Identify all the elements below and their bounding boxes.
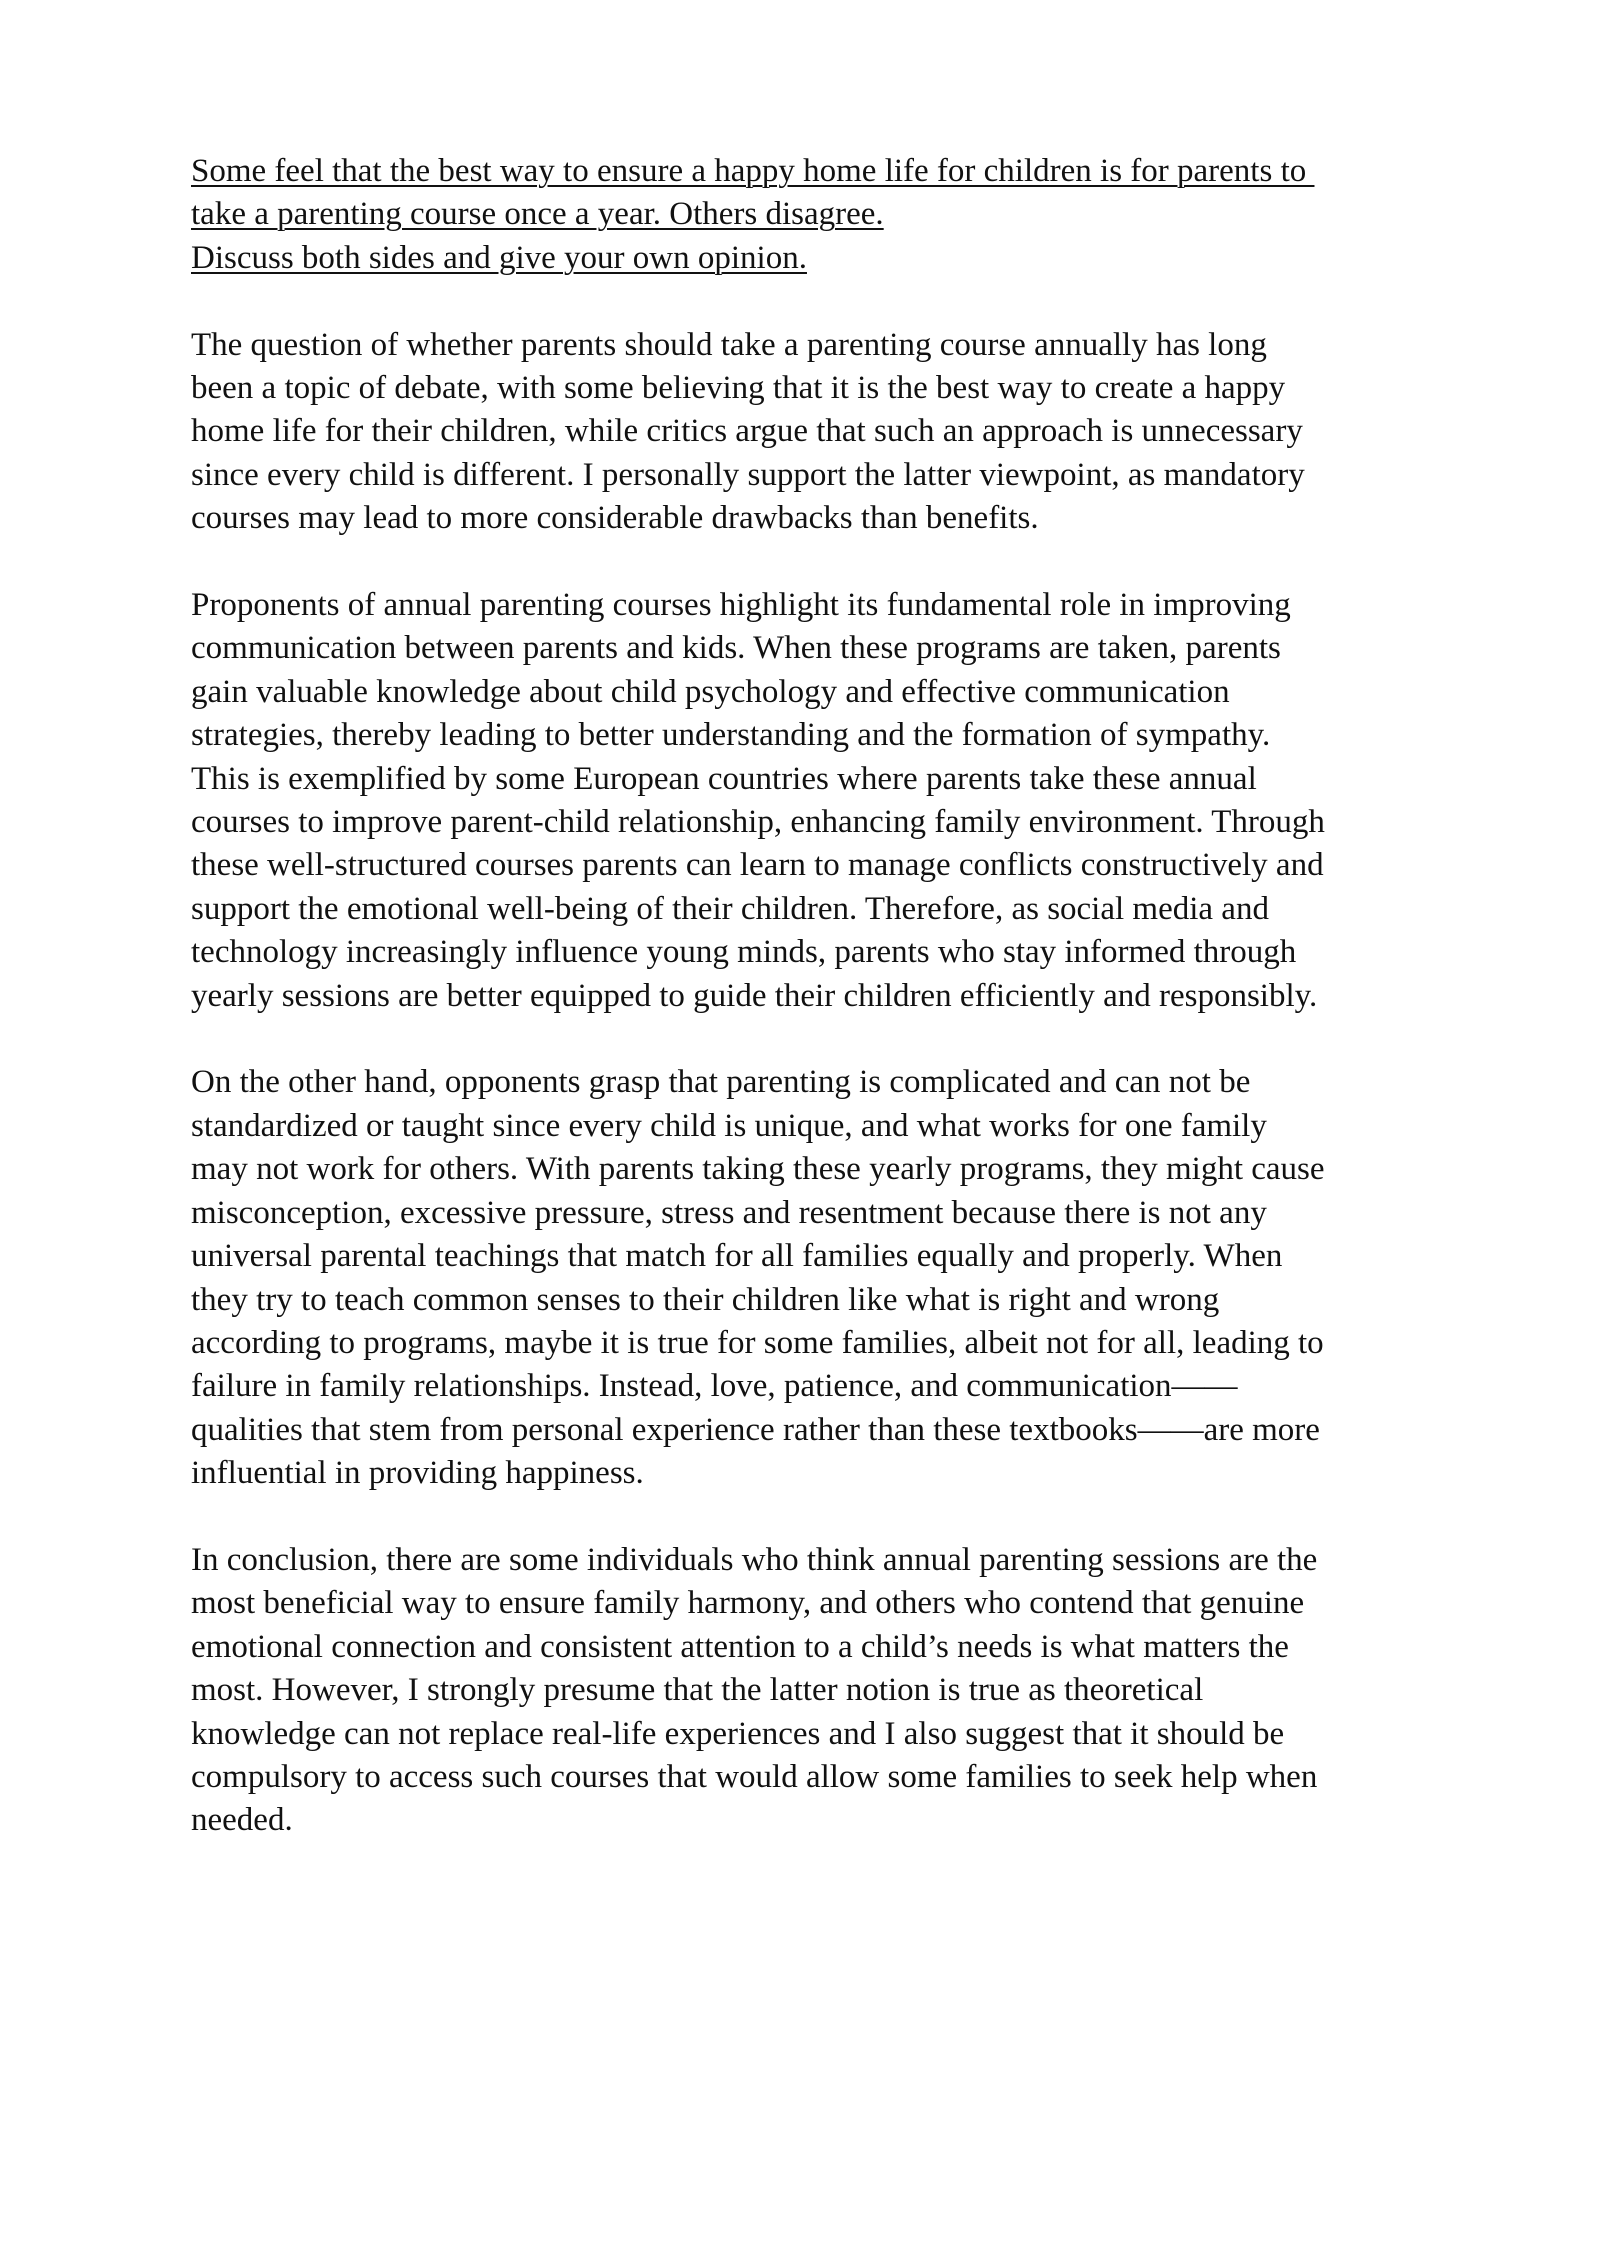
text-line: compulsory to access such courses that would allow some families to seek help when bbox=[191, 1758, 1318, 1795]
prompt-line: Discuss both sides and give your own opinion. bbox=[191, 239, 807, 276]
text-line: communication between parents and kids. When these programs are taken, parents bbox=[191, 630, 1281, 667]
text-line: needed. bbox=[191, 1802, 293, 1839]
text-line: technology increasingly influence young minds, parents who stay informed through bbox=[191, 934, 1297, 971]
paragraph-opponents bbox=[191, 1061, 1521, 1495]
text-line: been a topic of debate, with some believing that it is the best way to create a happy bbox=[191, 370, 1286, 407]
paragraph-introduction bbox=[191, 324, 1521, 541]
text-line: universal parental teachings that match for all families equally and properly. When bbox=[191, 1238, 1283, 1275]
text-line: courses may lead to more considerable drawbacks than benefits. bbox=[191, 500, 1039, 537]
text-line: This is exemplified by some European countries where parents take these annual bbox=[191, 760, 1257, 797]
text-line: these well-structured courses parents can learn to manage conflicts constructively and bbox=[191, 847, 1324, 884]
text-line: most beneficial way to ensure family harmony, and others who contend that genuine bbox=[191, 1585, 1305, 1622]
text-line: according to programs, maybe it is true for some families, albeit not for all, leading to bbox=[191, 1324, 1324, 1361]
text-line: may not work for others. With parents taking these yearly programs, they might cause bbox=[191, 1151, 1325, 1188]
text-line: yearly sessions are better equipped to guide their children efficiently and responsibly. bbox=[191, 977, 1318, 1014]
text-line: The question of whether parents should take a parenting course annually has long bbox=[191, 326, 1267, 363]
paragraph-conclusion bbox=[191, 1539, 1521, 1843]
text-line: home life for their children, while critics argue that such an approach is unnecessary bbox=[191, 413, 1303, 450]
text-line: standardized or taught since every child is unique, and what works for one family bbox=[191, 1107, 1267, 1144]
text-line: influential in providing happiness. bbox=[191, 1455, 644, 1492]
text-line: emotional connection and consistent attention to a child’s needs is what matters the bbox=[191, 1628, 1289, 1665]
document-page bbox=[191, 150, 1521, 1843]
prompt-line: take a parenting course once a year. Others disagree. bbox=[191, 196, 884, 233]
text-line: Proponents of annual parenting courses highlight its fundamental role in improving bbox=[191, 587, 1291, 624]
text-line: strategies, thereby leading to better understanding and the formation of sympathy. bbox=[191, 717, 1271, 754]
paragraph-proponents bbox=[191, 584, 1521, 1018]
text-line: knowledge can not replace real-life experiences and I also suggest that it should be bbox=[191, 1715, 1285, 1752]
text-line: since every child is different. I personally support the latter viewpoint, as mandatory bbox=[191, 456, 1305, 493]
text-line: In conclusion, there are some individuals who think annual parenting sessions are the bbox=[191, 1541, 1318, 1578]
text-line: misconception, excessive pressure, stress and resentment because there is not any bbox=[191, 1194, 1267, 1231]
text-line: courses to improve parent-child relationship, enhancing family environment. Through bbox=[191, 804, 1325, 841]
text-line: most. However, I strongly presume that the latter notion is true as theoretical bbox=[191, 1672, 1204, 1709]
text-line: failure in family relationships. Instead, love, patience, and communication—— bbox=[191, 1368, 1238, 1405]
text-line: qualities that stem from personal experience rather than these textbooks——are more bbox=[191, 1411, 1320, 1448]
text-line: they try to teach common senses to their children like what is right and wrong bbox=[191, 1281, 1220, 1318]
essay-prompt bbox=[191, 150, 1521, 280]
prompt-line: Some feel that the best way to ensure a happy home life for children is for parents to bbox=[191, 153, 1315, 189]
text-line: On the other hand, opponents grasp that parenting is complicated and can not be bbox=[191, 1064, 1251, 1101]
text-line: gain valuable knowledge about child psychology and effective communication bbox=[191, 673, 1230, 710]
text-line: support the emotional well-being of their children. Therefore, as social media and bbox=[191, 890, 1269, 927]
